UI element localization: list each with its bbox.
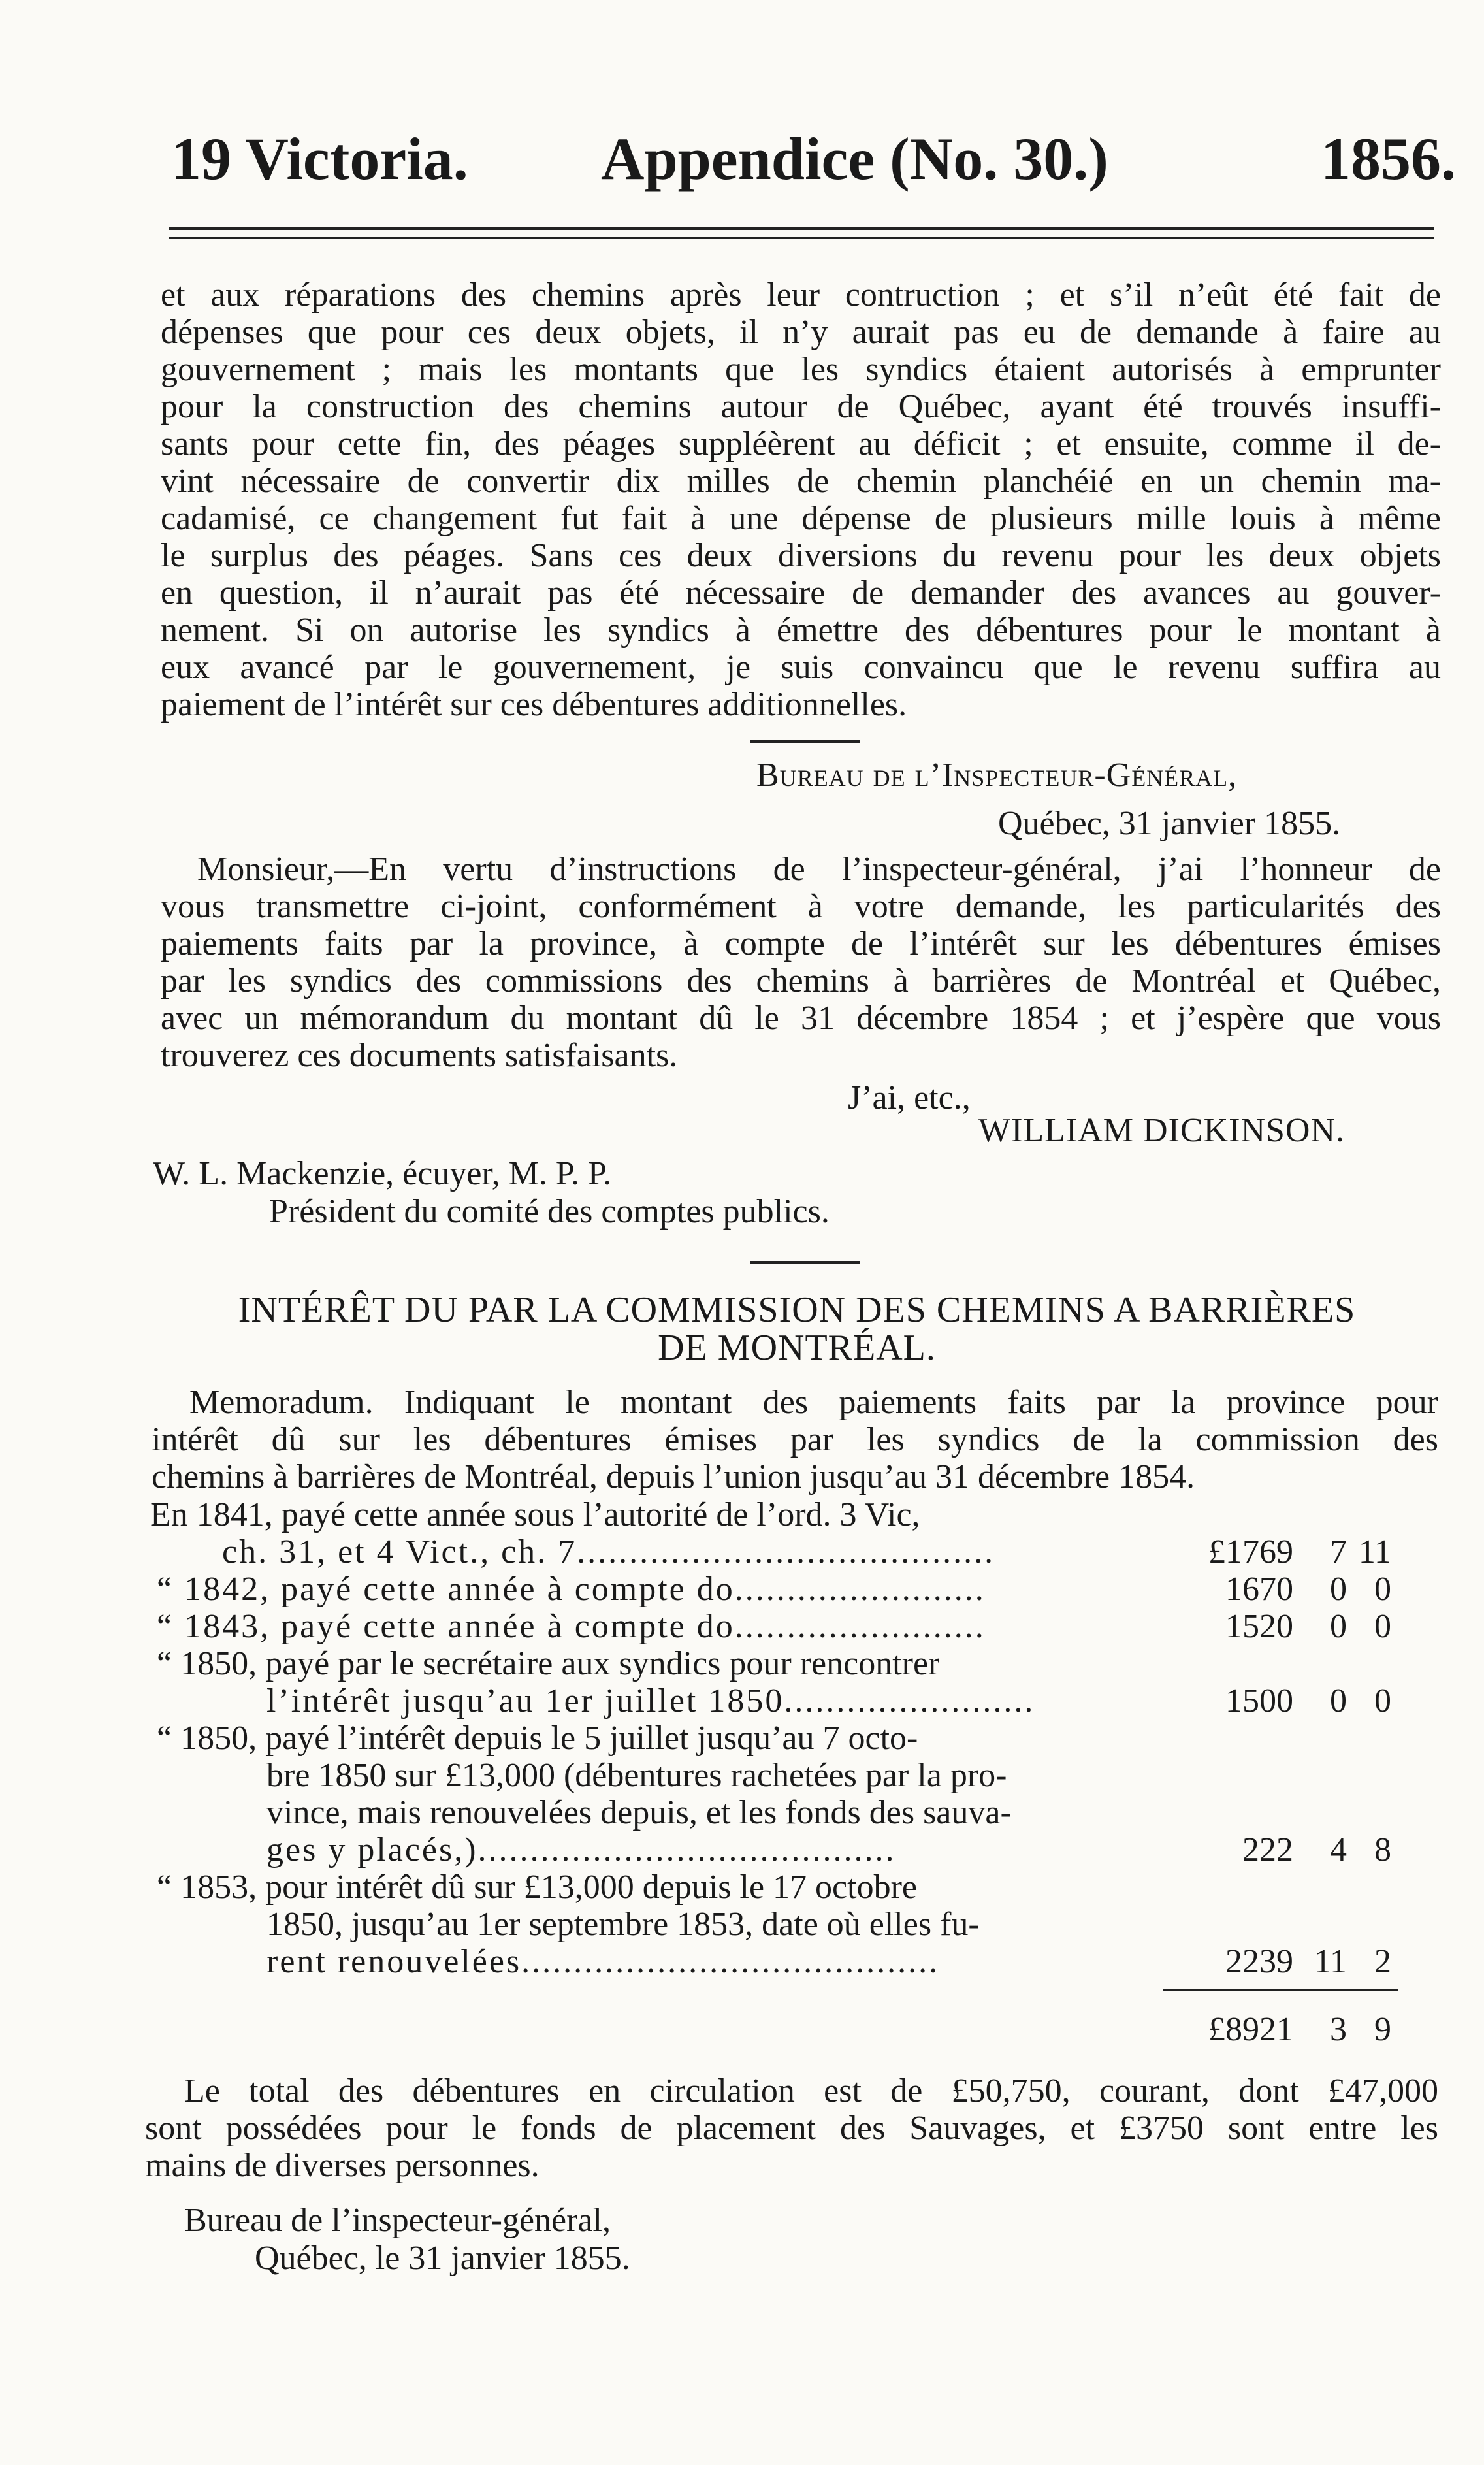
payments-table [150, 1496, 1391, 1980]
text-line: trouverez ces documents satisfaisants. [161, 1037, 678, 1074]
total-row [150, 2011, 1391, 2048]
amount-shillings: 0 [1330, 1608, 1347, 1645]
table-row [150, 1831, 1391, 1869]
text-line: dépenses que pour ces deux objets, il n’y aurait pas eu de demande à faire au [161, 314, 1441, 351]
amount-pence: 8 [1374, 1831, 1391, 1869]
text-line: gouvernement ; mais les montants que les syndics étaient autorisés à emprunter [161, 351, 1441, 388]
table-row [150, 1682, 1391, 1720]
footer-date: Québec, le 31 janvier 1855. [255, 2240, 630, 2277]
total-rule [1163, 1989, 1398, 1991]
text-line: sants pour cette fin, des péages suppléèrent au déficit ; et ensuite, comme il de- [161, 425, 1441, 463]
table-row [150, 1496, 1391, 1533]
page-header [0, 123, 1484, 195]
memorandum [152, 1384, 1438, 1495]
text-line: paiements faits par la province, à compte de l’intérêt sur les débentures émises [161, 925, 1441, 962]
amount-pounds: 2239 [1225, 1943, 1293, 1980]
text-line: nement. Si on autorise les syndics à émettre des débentures pour le montant à [161, 612, 1441, 649]
text-line: chemins à barrières de Montréal, depuis l’union jusqu’au 31 décembre 1854. [152, 1458, 1195, 1495]
entry-text: “ 1853, pour intérêt dû sur £13,000 depuis le 17 octobre [157, 1869, 917, 1906]
entry-text: ges y placés,)........................................ [266, 1831, 896, 1869]
addressee-title: Président du comité des comptes publics. [269, 1193, 830, 1230]
amount-shillings: 11 [1314, 1943, 1347, 1980]
entry-text: “ 1850, payé par le secrétaire aux syndics pour rencontrer [157, 1645, 940, 1682]
amount-pence: 2 [1374, 1943, 1391, 1980]
text-line: et aux réparations des chemins après leur contruction ; et s’il n’eût été fait de [161, 276, 1441, 314]
amount-shillings: 4 [1330, 1831, 1347, 1869]
table-row [150, 1794, 1391, 1831]
entry-text: 1850, jusqu’au 1er septembre 1853, date où elles fu- [266, 1906, 980, 1943]
amount-pounds: £1769 [1208, 1533, 1293, 1571]
text-line: cadamisé, ce changement fut fait à une dépense de plusieurs mille louis à même [161, 500, 1441, 537]
entry-text: l’intérêt jusqu’au 1er juillet 1850........................ [266, 1682, 1035, 1720]
amount-shillings: 0 [1330, 1571, 1347, 1608]
amount-pence: 0 [1374, 1608, 1391, 1645]
table-row [150, 1571, 1391, 1608]
total-shillings: 3 [1330, 2011, 1347, 2048]
text-line: par les syndics des commissions des chemins à barrières de Montréal et Québec, [161, 962, 1441, 1000]
table-row [150, 1757, 1391, 1794]
table-row [150, 1906, 1391, 1943]
header-year: 1856. [1321, 125, 1456, 192]
text-line: le surplus des péages. Sans ces deux diversions du revenu pour les deux objets [161, 537, 1441, 574]
total-pounds: £8921 [1208, 2011, 1293, 2048]
entry-text: rent renouvelées........................................ [266, 1943, 940, 1980]
table-row [150, 1869, 1391, 1906]
amount-shillings: 7 [1330, 1533, 1347, 1571]
section-divider [750, 740, 860, 743]
letter-signature: WILLIAM DICKINSON. [978, 1112, 1346, 1149]
payments-total [150, 2011, 1391, 2048]
text-line: intérêt dû sur les débentures émises par les syndics de la commission des [152, 1421, 1438, 1458]
text-line: avec un mémorandum du montant dû le 31 décembre 1854 ; et j’espère que vous [161, 1000, 1441, 1037]
table-row [150, 1720, 1391, 1757]
amount-pounds: 1500 [1225, 1682, 1293, 1720]
text-line: eux avancé par le gouvernement, je suis convaincu que le revenu suffira au [161, 649, 1441, 686]
text-line: Monsieur,—En vertu d’instructions de l’inspecteur-général, j’ai l’honneur de [197, 851, 1441, 888]
table-row [150, 1645, 1391, 1682]
entry-text: bre 1850 sur £13,000 (débentures rachetées par la pro- [266, 1757, 1007, 1794]
table-row [150, 1533, 1391, 1571]
amount-pounds: 1520 [1225, 1608, 1293, 1645]
footer-office: Bureau de l’inspecteur-général, [184, 2202, 611, 2239]
letter-date: Québec, 31 janvier 1855. [998, 805, 1341, 842]
amount-pence: 0 [1374, 1571, 1391, 1608]
entry-text: “ 1842, payé cette année à compte do........................ [157, 1571, 986, 1608]
section-title [150, 1291, 1444, 1367]
text-line: pour la construction des chemins autour de Québec, ayant été trouvés insuffi- [161, 388, 1441, 425]
entry-text: “ 1843, payé cette année à compte do........................ [157, 1608, 986, 1645]
addressee-name: W. L. Mackenzie, écuyer, M. P. P. [153, 1155, 612, 1192]
text-line: mains de diverses personnes. [145, 2147, 540, 2184]
table-row [150, 1943, 1391, 1980]
text-line: Memoradum. Indiquant le montant des paiements faits par la province pour [189, 1384, 1438, 1421]
amount-pounds: 222 [1242, 1831, 1293, 1869]
table-row [150, 1608, 1391, 1645]
letter-closing: J’ai, etc., [848, 1079, 971, 1117]
text-line: en question, il n’aurait pas été nécessaire de demander des avances au gouver- [161, 574, 1441, 612]
text-line: Le total des débentures en circulation est de £50,750, courant, dont £47,000 [184, 2072, 1438, 2110]
text-line: vint nécessaire de convertir dix milles de chemin planchéié en un chemin ma- [161, 463, 1441, 500]
text-line: vous transmettre ci-joint, conformément à votre demande, les particularités des [161, 888, 1441, 925]
entry-text: vince, mais renouvelées depuis, et les fonds des sauva- [266, 1794, 1012, 1831]
entry-text: En 1841, payé cette année sous l’autorité de l’ord. 3 Vic, [150, 1496, 920, 1533]
header-rule-top [169, 227, 1434, 230]
amount-shillings: 0 [1330, 1682, 1347, 1720]
entry-text: “ 1850, payé l’intérêt depuis le 5 juillet jusqu’au 7 octo- [157, 1720, 918, 1757]
section-divider [750, 1261, 860, 1264]
text-line: sont possédées pour le fonds de placement des Sauvages, et £3750 sont entre les [145, 2110, 1438, 2147]
total-pence: 9 [1374, 2011, 1391, 2048]
letter-office: Bureau de l’Inspecteur-Général, [756, 757, 1238, 794]
amount-pence: 11 [1358, 1533, 1391, 1571]
header-rule-bottom [169, 237, 1434, 239]
letter-body [161, 851, 1441, 1074]
header-session: 19 Victoria. [171, 125, 468, 192]
opening-paragraph [161, 276, 1441, 723]
amount-pence: 0 [1374, 1682, 1391, 1720]
section-title-line: INTÉRÊT DU PAR LA COMMISSION DES CHEMINS A BARRIÈRES [238, 1290, 1356, 1330]
entry-text: ch. 31, et 4 Vict., ch. 7........................................ [222, 1533, 995, 1571]
header-appendix: Appendice (No. 30.) [601, 125, 1108, 192]
amount-pounds: 1670 [1225, 1571, 1293, 1608]
text-line: paiement de l’intérêt sur ces débentures additionnelles. [161, 686, 907, 723]
section-title-line: DE MONTRÉAL. [658, 1328, 936, 1368]
closing-paragraph [145, 2072, 1438, 2184]
